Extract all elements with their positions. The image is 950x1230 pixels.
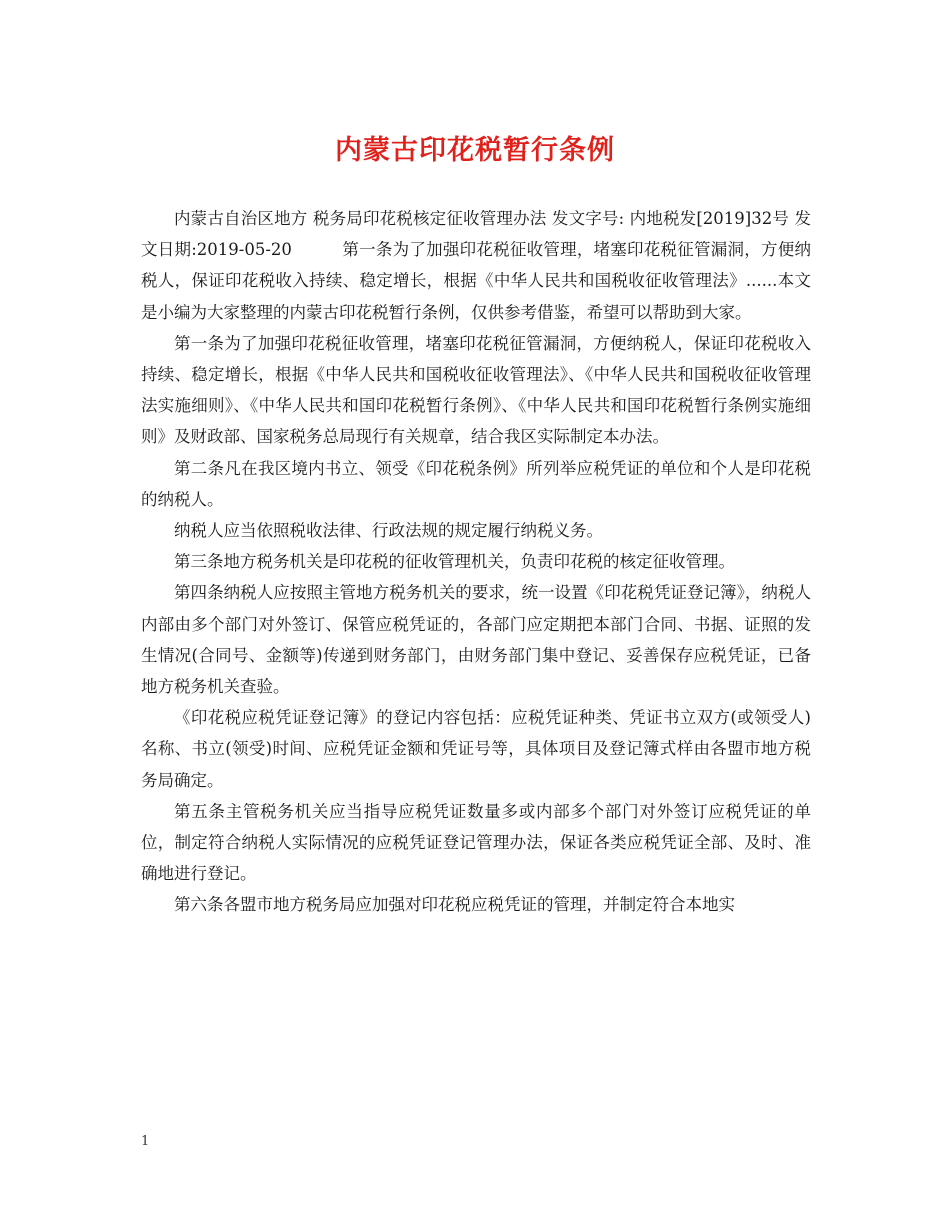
paragraph: 第六条各盟市地方税务局应加强对印花税应税凭证的管理，并制定符合本地实 <box>174 895 735 915</box>
paragraph: 纳税人应当依照税收法律、行政法规的规定履行纳税义务。 <box>174 521 603 541</box>
page-title: 内蒙古印花税暂行条例 <box>335 135 615 166</box>
paragraph: 第五条主管税务机关应当指导应税凭证数量多或内部多个部门对外签订应税凭证的单位，制定符合纳税人实际情况的应税凭证登记管理办法，保证各类应税凭证全部、及时、准确地进行登记。 <box>141 801 811 884</box>
paragraph: 第四条纳税人应按照主管地方税务机关的要求，统一设置《印花税凭证登记簿》，纳税人内部由多个部门对外签订、保管应税凭证的，各部门应定期把本部门合同、书据、证照的发生情况(合同号、金额等)传递到财务部门，由财务部门集中登记、妥善保存应税凭证，已备地方税务机关查验。 <box>141 583 811 697</box>
page-number: 1 <box>141 1134 150 1149</box>
paragraph: 第一条为了加强印花税征收管理，堵塞印花税征管漏洞，方便纳税人，保证印花税收入持续、稳定增长，根据《中华人民共和国税收征收管理法》、《中华人民共和国税收征收管理法实施细则》、《中华人民共和国印花税暂行条例》、《中华人民共和国印花税暂行条例实施细则》及财政部、国家税务总局现行有关规章，结合我区实际制定本办法。 <box>141 333 811 447</box>
paragraph: 《印花税应税凭证登记簿》的登记内容包括：应税凭证种类、凭证书立双方(或领受人)名称、书立(领受)时间、应税凭证金额和凭证号等，具体项目及登记簿式样由各盟市地方税务局确定。 <box>141 708 811 790</box>
paragraph: 第三条地方税务机关是印花税的征收管理机关，负责印花税的核定征收管理。 <box>174 552 735 572</box>
paragraph: 第二条凡在我区境内书立、领受《印花税条例》所列举应税凭证的单位和个人是印花税的纳税人。 <box>141 458 811 509</box>
document-body <box>141 203 811 921</box>
paragraph: 内蒙古自治区地方 税务局印花税核定征收管理办法 发文字号: 内地税发[2019]32号 发文日期:2019-05-20 第一条为了加强印花税征收管理，堵塞印花税征管漏洞，方便纳税人，保证印花税收入持续、稳定增长，根据《中华人民共和国税收征收管理法》......本文是小编为大家整理的内蒙古印花税暂行条例，仅供参考借鉴，希望可以帮助到大家。 <box>141 209 811 322</box>
